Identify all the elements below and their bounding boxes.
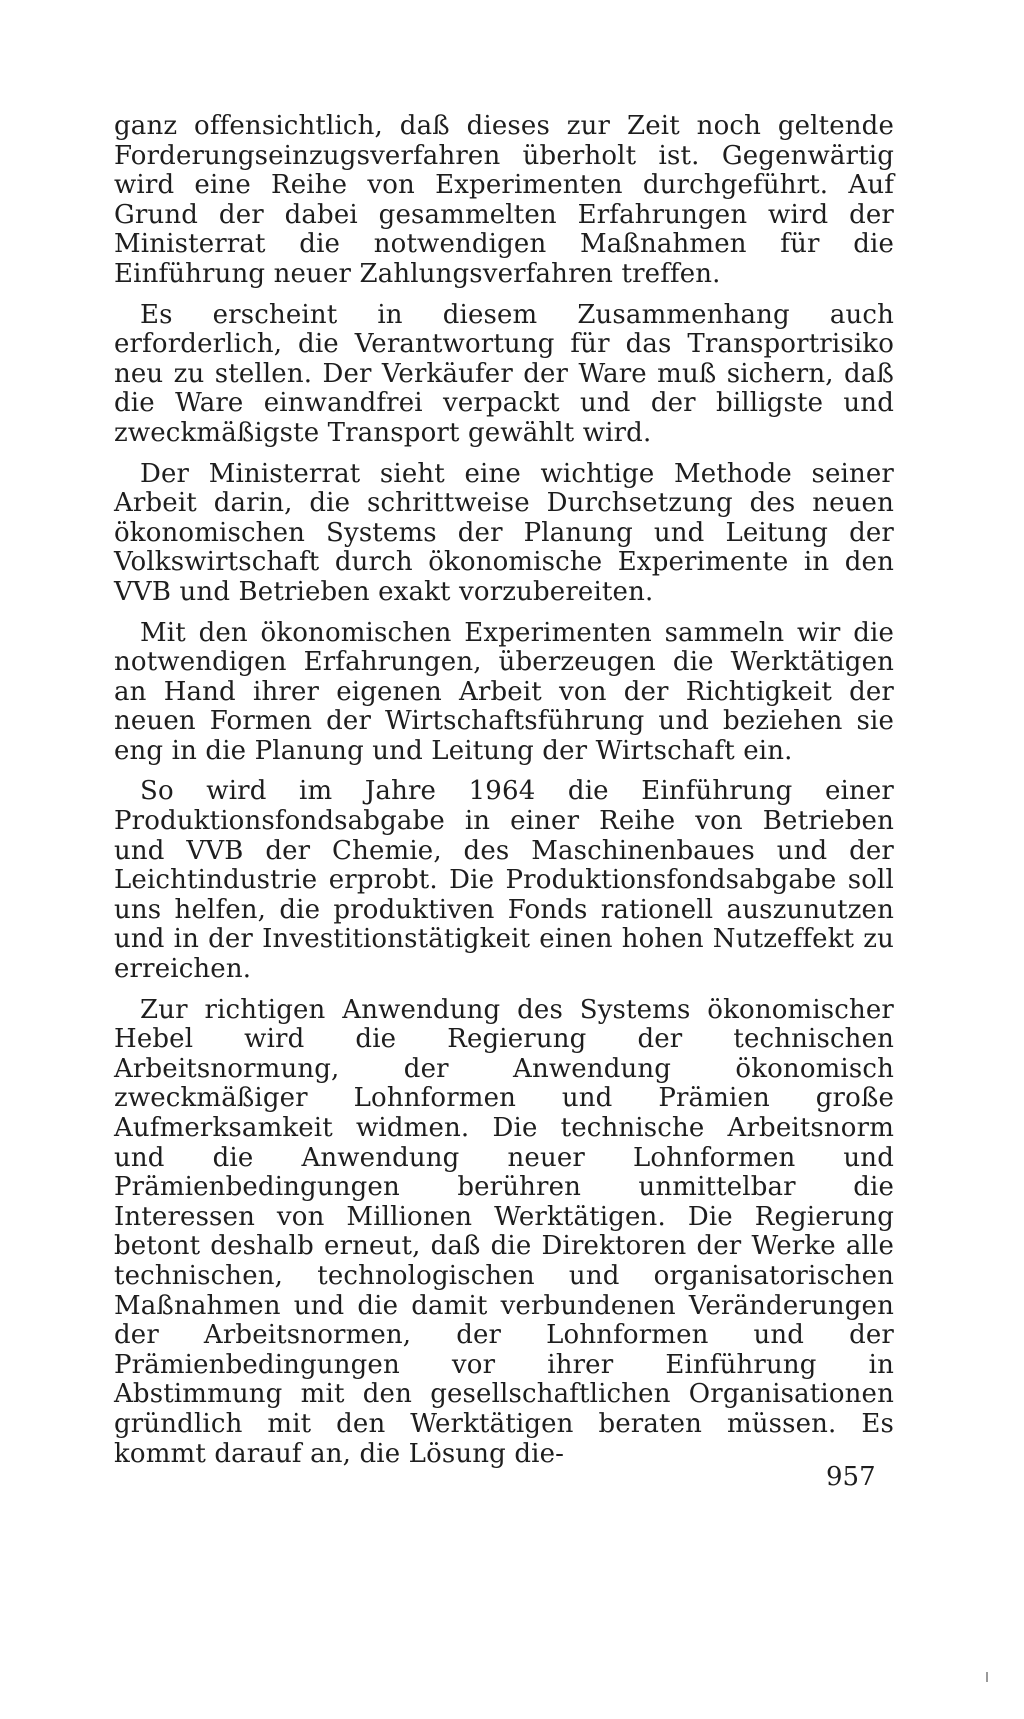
paragraph-6: Zur richtigen Anwendung des Systems ökonomischer Hebel wird die Regierung der technischen Arbeitsnormung, der Anwendung ökonomisch zweckmäßiger Lohnformen und Prämien große Aufmerksamkeit widmen. Die technische Arbeitsnorm und die Anwendung neuer Lohnformen und Prämienbedingungen berühren unmittelbar die Interessen von Millionen Werktätigen. Die Regierung betont deshalb erneut, daß die Direktoren der Werke alle technischen, technologischen und organisatorischen Maßnahmen und die damit verbundenen Veränderungen der Arbeitsnormen, der Lohnformen und der Prämienbedingungen vor ihrer Einführung in Abstimmung mit den gesellschaftlichen Organisationen gründlich mit den Werktätigen beraten müssen. Es kommt darauf an, die Lösung die- <box>114 994 894 1469</box>
body-text <box>114 112 894 1480</box>
paragraph-3: Der Ministerrat sieht eine wichtige Methode seiner Arbeit darin, die schrittweise Durchsetzung des neuen ökonomischen Systems der Planung und Leitung der Volkswirtschaft durch ökonomische Experimente in den VVB und Betrieben exakt vorzubereiten. <box>114 458 894 607</box>
page-number: 957 <box>826 1462 876 1492</box>
paragraph-4: Mit den ökonomischen Experimenten sammeln wir die notwendigen Erfahrungen, überzeugen die Werktätigen an Hand ihrer eigenen Arbeit von der Richtigkeit der neuen Formen der Wirtschaftsführung und beziehen sie eng in die Planung und Leitung der Wirtschaft ein. <box>114 617 894 766</box>
paragraph-1: ganz offensichtlich, daß dieses zur Zeit noch geltende Forderungseinzugsverfahren überholt ist. Gegenwärtig wird eine Reihe von Experimenten durchgeführt. Auf Grund der dabei gesammelten Erfahrungen wird der Ministerrat die notwendigen Maßnahmen für die Einführung neuer Zahlungsverfahren treffen. <box>114 111 894 289</box>
scan-mark <box>986 1672 988 1682</box>
paragraph-5: So wird im Jahre 1964 die Einführung einer Produktionsfondsabgabe in einer Reihe von Betrieben und VVB der Chemie, des Maschinenbaues und der Leichtindustrie erprobt. Die Produktionsfondsabgabe soll uns helfen, die produktiven Fonds rationell auszunutzen und in der Investitionstätigkeit einen hohen Nutzeffekt zu erreichen. <box>114 776 894 985</box>
paragraph-2: Es erscheint in diesem Zusammenhang auch erforderlich, die Verantwortung für das Transportrisiko neu zu stellen. Der Verkäufer der Ware muß sichern, daß die Ware einwandfrei verpackt und der billigste und zweckmäßigste Transport gewählt wird. <box>114 299 894 448</box>
